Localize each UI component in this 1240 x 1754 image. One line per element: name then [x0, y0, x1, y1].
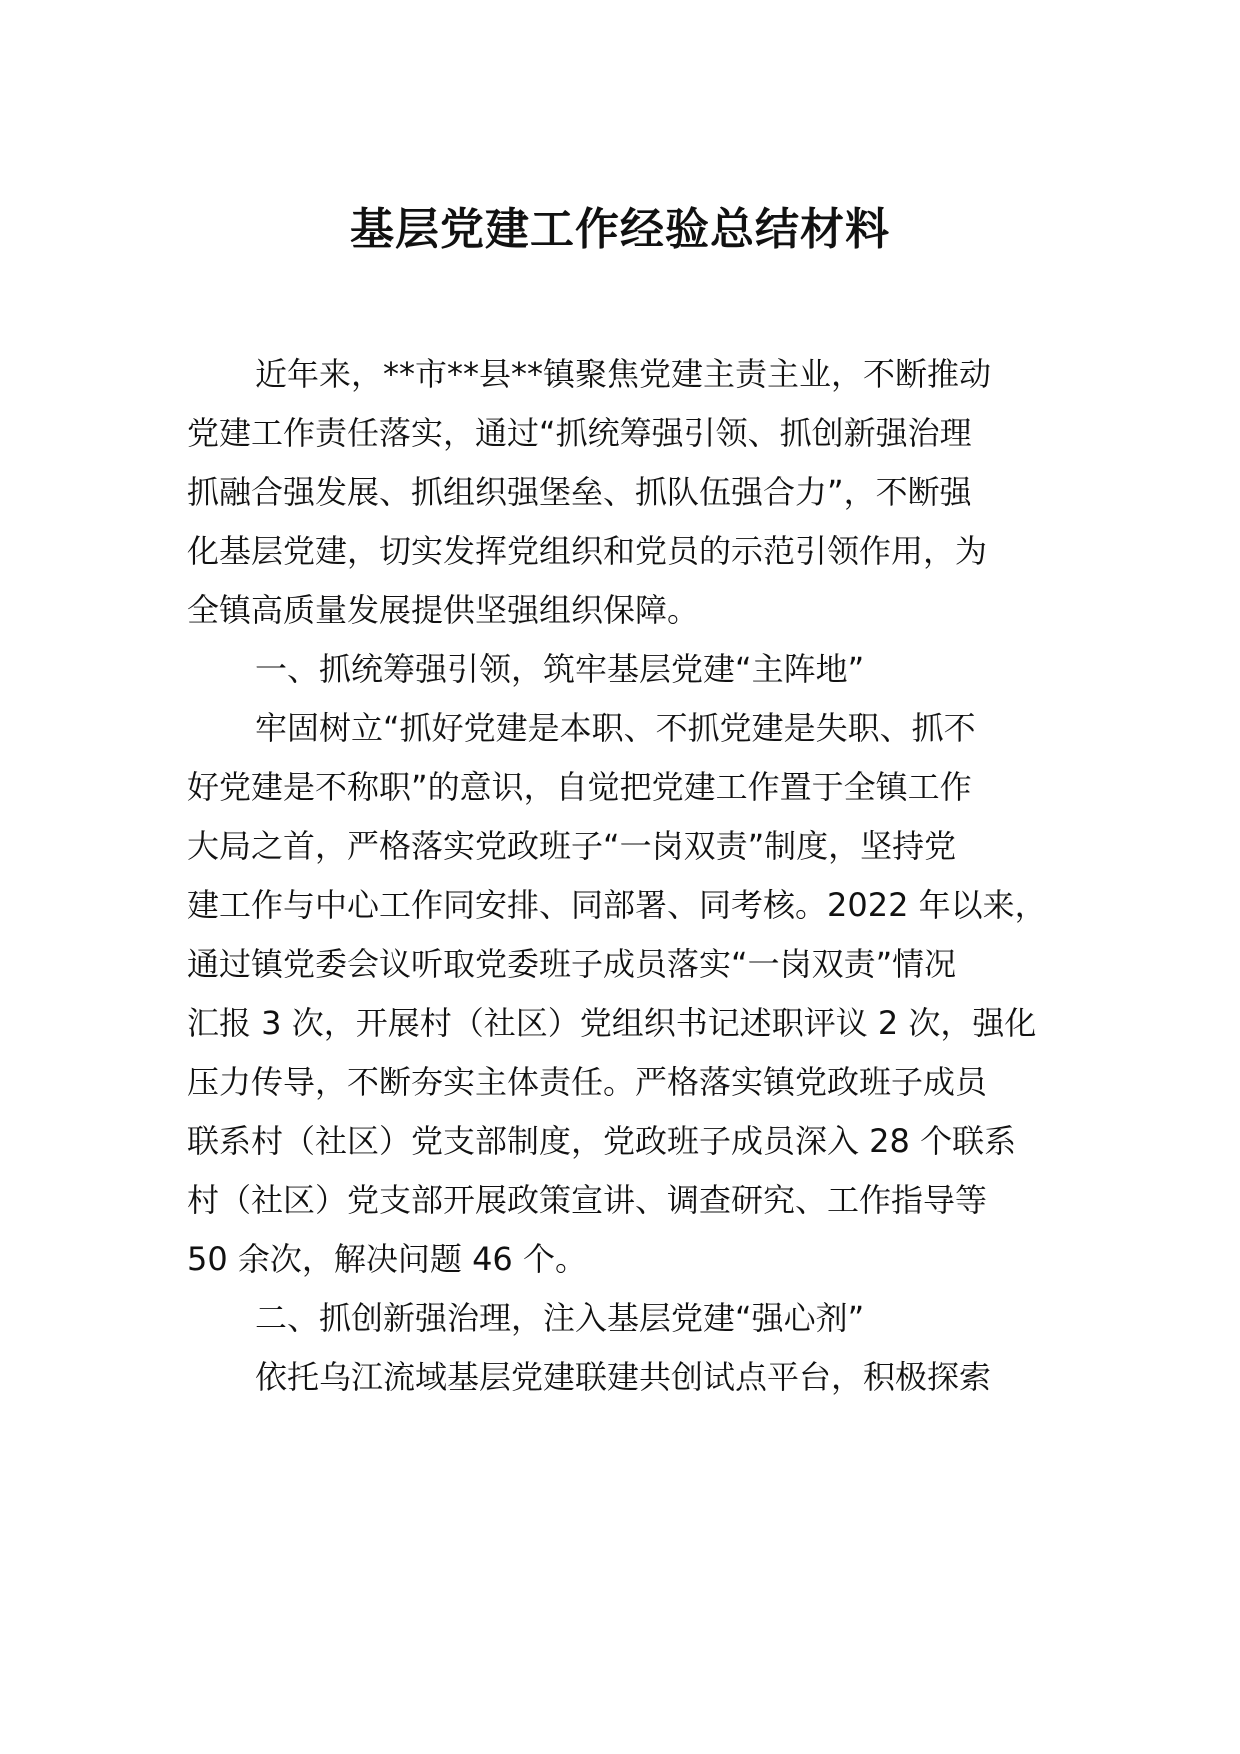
section-heading-1: 一、抓统筹强引领，筑牢基层党建“主阵地”: [255, 650, 865, 688]
body-line: 通过镇党委会议听取党委班子成员落实“一岗双责”情况: [187, 945, 957, 983]
body-line: 村（社区）党支部开展政策宣讲、调查研究、工作指导等: [187, 1181, 988, 1219]
body-line: 全镇高质量发展提供坚强组织保障。: [187, 591, 700, 629]
body-line: 汇报 3 次，开展村（社区）党组织书记述职评议 2 次，强化: [187, 1004, 1037, 1042]
body-line: 好党建是不称职”的意识，自觉把党建工作置于全镇工作: [187, 768, 972, 806]
body-line: 党建工作责任落实，通过“抓统筹强引领、抓创新强治理: [187, 414, 972, 452]
body-line: 50 余次，解决问题 46 个。: [187, 1240, 587, 1278]
section-heading-2: 二、抓创新强治理，注入基层党建“强心剂”: [255, 1299, 865, 1337]
body-line: 建工作与中心工作同安排、同部署、同考核。2022 年以来，: [187, 886, 1047, 924]
body-line: 大局之首，严格落实党政班子“一岗双责”制度，坚持党: [187, 827, 957, 865]
body-line: 近年来，**市**县**镇聚焦党建主责主业，不断推动: [255, 355, 992, 393]
body-line: 化基层党建，切实发挥党组织和党员的示范引领作用，为: [187, 532, 988, 570]
document-title: 基层党建工作经验总结材料: [350, 204, 890, 255]
body-line: 压力传导，不断夯实主体责任。严格落实镇党政班子成员: [187, 1063, 988, 1101]
body-line: 牢固树立“抓好党建是本职、不抓党建是失职、抓不: [255, 709, 976, 747]
body-line: 联系村（社区）党支部制度，党政班子成员深入 28 个联系: [187, 1122, 1017, 1160]
body-line: 依托乌江流域基层党建联建共创试点平台，积极探索: [255, 1358, 992, 1396]
body-line: 抓融合强发展、抓组织强堡垒、抓队伍强合力”，不断强: [187, 473, 972, 511]
